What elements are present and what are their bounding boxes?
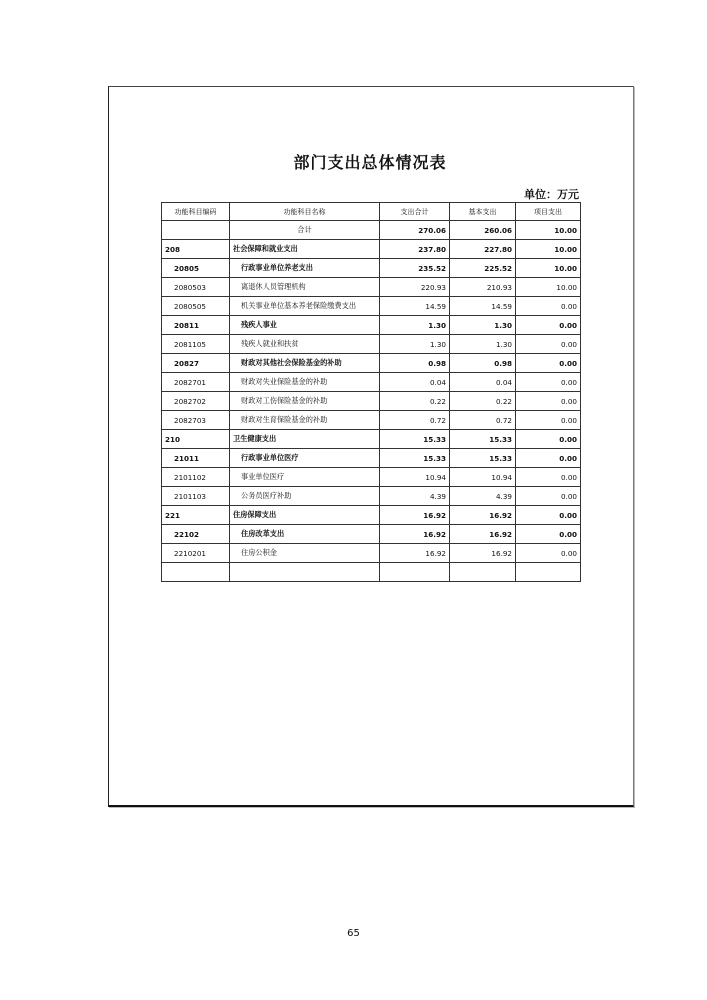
cell-name: 离退休人员管理机构 — [230, 278, 380, 297]
cell-total — [380, 563, 450, 582]
table-row — [162, 392, 581, 411]
cell-basic: 10.94 — [450, 468, 516, 487]
cell-project: 0.00 — [516, 316, 581, 335]
cell-basic: 16.92 — [450, 544, 516, 563]
cell-name: 残疾人就业和扶贫 — [230, 335, 380, 354]
cell-project — [516, 563, 581, 582]
header-basic: 基本支出 — [450, 203, 516, 221]
cell-name: 财政对生育保险基金的补助 — [230, 411, 380, 430]
cell-total: 15.33 — [380, 430, 450, 449]
cell-total: 16.92 — [380, 544, 450, 563]
cell-total: 0.72 — [380, 411, 450, 430]
cell-name: 行政事业单位养老支出 — [230, 259, 380, 278]
cell-basic: 16.92 — [450, 525, 516, 544]
cell-code: 2082703 — [162, 411, 230, 430]
cell-name: 住房公积金 — [230, 544, 380, 563]
cell-total: 16.92 — [380, 525, 450, 544]
cell-name: 事业单位医疗 — [230, 468, 380, 487]
cell-total: 4.39 — [380, 487, 450, 506]
cell-name: 住房保障支出 — [230, 506, 380, 525]
cell-name: 合计 — [230, 221, 380, 240]
header-name: 功能科目名称 — [230, 203, 380, 221]
cell-code: 20805 — [162, 259, 230, 278]
cell-project: 0.00 — [516, 449, 581, 468]
page-number: 65 — [347, 928, 360, 939]
cell-project: 0.00 — [516, 544, 581, 563]
cell-basic: 4.39 — [450, 487, 516, 506]
cell-total: 15.33 — [380, 449, 450, 468]
table-row — [162, 316, 581, 335]
cell-basic: 14.59 — [450, 297, 516, 316]
cell-total: 0.04 — [380, 373, 450, 392]
cell-code: 208 — [162, 240, 230, 259]
cell-project: 0.00 — [516, 335, 581, 354]
table-row — [162, 563, 581, 582]
table-header-row — [162, 203, 581, 221]
cell-project: 0.00 — [516, 506, 581, 525]
cell-project: 0.00 — [516, 487, 581, 506]
cell-project: 0.00 — [516, 392, 581, 411]
cell-basic: 16.92 — [450, 506, 516, 525]
cell-code: 2082701 — [162, 373, 230, 392]
cell-basic: 0.72 — [450, 411, 516, 430]
cell-project: 0.00 — [516, 468, 581, 487]
table-row — [162, 259, 581, 278]
cell-name: 财政对其他社会保险基金的补助 — [230, 354, 380, 373]
cell-code: 2080505 — [162, 297, 230, 316]
table-row — [162, 240, 581, 259]
cell-basic: 260.06 — [450, 221, 516, 240]
cell-basic: 15.33 — [450, 449, 516, 468]
unit-label: 单位：万元 — [524, 188, 579, 201]
expenditure-table — [161, 202, 581, 582]
cell-code: 210 — [162, 430, 230, 449]
cell-name: 住房改革支出 — [230, 525, 380, 544]
cell-name: 残疾人事业 — [230, 316, 380, 335]
cell-basic: 15.33 — [450, 430, 516, 449]
cell-basic: 225.52 — [450, 259, 516, 278]
cell-code: 2080503 — [162, 278, 230, 297]
table-row — [162, 373, 581, 392]
cell-total: 235.52 — [380, 259, 450, 278]
cell-name: 社会保障和就业支出 — [230, 240, 380, 259]
cell-total: 14.59 — [380, 297, 450, 316]
table-row — [162, 335, 581, 354]
cell-name: 财政对失业保险基金的补助 — [230, 373, 380, 392]
cell-total: 220.93 — [380, 278, 450, 297]
cell-project: 0.00 — [516, 411, 581, 430]
table-row — [162, 506, 581, 525]
cell-project: 0.00 — [516, 525, 581, 544]
cell-code: 20827 — [162, 354, 230, 373]
cell-total: 0.22 — [380, 392, 450, 411]
cell-code: 2101102 — [162, 468, 230, 487]
table-row — [162, 297, 581, 316]
cell-code: 20811 — [162, 316, 230, 335]
cell-basic: 210.93 — [450, 278, 516, 297]
cell-basic: 1.30 — [450, 335, 516, 354]
table-row — [162, 468, 581, 487]
cell-basic: 0.22 — [450, 392, 516, 411]
cell-code: 2082702 — [162, 392, 230, 411]
header-total: 支出合计 — [380, 203, 450, 221]
cell-code — [162, 221, 230, 240]
cell-name: 卫生健康支出 — [230, 430, 380, 449]
cell-code: 221 — [162, 506, 230, 525]
table-row — [162, 411, 581, 430]
table-row — [162, 278, 581, 297]
cell-name: 公务员医疗补助 — [230, 487, 380, 506]
cell-code: 2081105 — [162, 335, 230, 354]
header-code: 功能科目编码 — [162, 203, 230, 221]
cell-total: 1.30 — [380, 335, 450, 354]
table-row — [162, 525, 581, 544]
cell-project: 0.00 — [516, 373, 581, 392]
table-row — [162, 430, 581, 449]
cell-project: 0.00 — [516, 297, 581, 316]
cell-basic: 0.04 — [450, 373, 516, 392]
cell-project: 0.00 — [516, 354, 581, 373]
cell-total: 1.30 — [380, 316, 450, 335]
cell-project: 0.00 — [516, 430, 581, 449]
cell-total: 237.80 — [380, 240, 450, 259]
cell-basic: 1.30 — [450, 316, 516, 335]
table-row — [162, 221, 581, 240]
cell-name: 机关事业单位基本养老保险缴费支出 — [230, 297, 380, 316]
table-row — [162, 487, 581, 506]
cell-total: 270.06 — [380, 221, 450, 240]
cell-project: 10.00 — [516, 240, 581, 259]
cell-basic — [450, 563, 516, 582]
cell-name: 财政对工伤保险基金的补助 — [230, 392, 380, 411]
page-title: 部门支出总体情况表 — [293, 153, 447, 172]
cell-basic: 227.80 — [450, 240, 516, 259]
cell-code: 21011 — [162, 449, 230, 468]
cell-total: 0.98 — [380, 354, 450, 373]
table-row — [162, 544, 581, 563]
cell-total: 16.92 — [380, 506, 450, 525]
cell-code: 2210201 — [162, 544, 230, 563]
table-row — [162, 354, 581, 373]
cell-total: 10.94 — [380, 468, 450, 487]
cell-project: 10.00 — [516, 259, 581, 278]
cell-project: 10.00 — [516, 278, 581, 297]
cell-code: 2101103 — [162, 487, 230, 506]
header-project: 项目支出 — [516, 203, 581, 221]
cell-code: 22102 — [162, 525, 230, 544]
cell-code — [162, 563, 230, 582]
cell-project: 10.00 — [516, 221, 581, 240]
table-row — [162, 449, 581, 468]
table-body — [162, 221, 581, 582]
cell-name — [230, 563, 380, 582]
cell-name: 行政事业单位医疗 — [230, 449, 380, 468]
cell-basic: 0.98 — [450, 354, 516, 373]
